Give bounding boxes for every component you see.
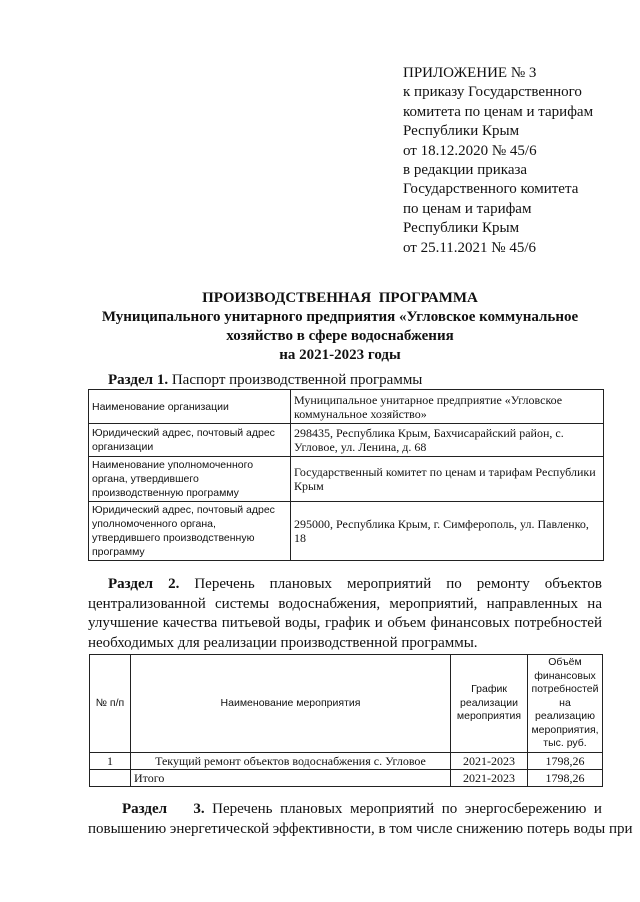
cell-amount: 1798,26: [528, 752, 603, 769]
appendix-line: по ценам и тарифам: [403, 200, 532, 217]
section1-heading: [108, 371, 422, 390]
table-header-row: [90, 655, 603, 753]
appendix-header: [403, 64, 633, 258]
table-cell: Наименование организации: [89, 390, 291, 424]
appendix-line: к приказу Государственного: [403, 84, 582, 101]
appendix-line: Государственного комитета: [403, 181, 579, 198]
table-cell: 295000, Республика Крым, г. Симферополь, ул. Павленко, 18: [291, 502, 604, 561]
section3-word: и: [593, 801, 602, 817]
total-label: Итого: [131, 769, 451, 786]
section3-label: Раздел: [122, 801, 168, 817]
header-schedule: График реализации мероприятия: [451, 655, 528, 753]
cell-name: Текущий ремонт объектов водоснабжения с. Угловое: [131, 752, 451, 769]
measures-table: [89, 654, 603, 787]
cell-num: 1: [90, 752, 131, 769]
table-cell: Муниципальное унитарное предприятие «Угловское коммунальное хозяйство»: [291, 390, 604, 424]
table-cell: Наименование уполномоченного органа, утвердившего производственную программу: [89, 457, 291, 502]
section3-word: мероприятий: [350, 801, 435, 817]
section3-word: Перечень: [212, 801, 273, 817]
appendix-line: в редакции приказа: [403, 162, 528, 179]
total-amount: 1798,26: [528, 769, 603, 786]
table-cell: 298435, Республика Крым, Бахчисарайский район, с. Угловое, ул. Ленина, д. 68: [291, 424, 604, 457]
table-row: [89, 390, 604, 424]
appendix-line: Республики Крым: [403, 220, 520, 237]
section3-paragraph: [88, 799, 633, 839]
document-title: [40, 289, 640, 365]
title-line: Муниципального унитарного предприятия «Угловское коммунальное: [101, 309, 579, 325]
cell-empty: [90, 769, 131, 786]
section3-line2: повышению энергетической эффективности, в том числе снижению потерь воды при: [88, 821, 633, 837]
header-num: № п/п: [90, 655, 131, 753]
appendix-line: комитета по ценам и тарифам: [403, 103, 594, 120]
table-cell: Юридический адрес, почтовый адрес уполномоченного органа, утвердившего производственную программу: [89, 502, 291, 561]
title-line: ПРОИЗВОДСТВЕННАЯ ПРОГРАММА: [202, 290, 478, 306]
cell-schedule: 2021-2023: [451, 752, 528, 769]
appendix-line: Республики Крым: [403, 123, 520, 140]
section3-num: 3.: [193, 801, 205, 817]
table-row: [89, 502, 604, 561]
title-line: хозяйство в сфере водоснабжения: [226, 328, 454, 344]
table-cell: Юридический адрес, почтовый адрес организации: [89, 424, 291, 457]
table-row: [89, 457, 604, 502]
section3-word: плановых: [280, 801, 343, 817]
table-row: [90, 752, 603, 769]
title-line: на 2021-2023 годы: [279, 347, 401, 363]
appendix-line: от 25.11.2021 № 45/6: [403, 239, 537, 256]
section1-label: Раздел 1.: [108, 372, 169, 388]
table-cell: Государственный комитет по ценам и тарифам Республики Крым: [291, 457, 604, 502]
table-total-row: [90, 769, 603, 786]
section2-paragraph: [88, 575, 602, 653]
table-row: [89, 424, 604, 457]
section1-text: Паспорт производственной программы: [168, 372, 423, 388]
header-name: Наименование мероприятия: [131, 655, 451, 753]
header-amount: Объём финансовых потребностей на реализацию мероприятия, тыс. руб.: [528, 655, 603, 753]
total-schedule: 2021-2023: [451, 769, 528, 786]
section3-word: энергосбережению: [464, 801, 587, 817]
appendix-line: ПРИЛОЖЕНИЕ № 3: [403, 65, 537, 81]
section3-word: по: [441, 801, 458, 817]
section2-text: Перечень плановых мероприятий по ремонту объектов централизованной системы водоснабжения, мероприятий, направленных на улучшение качества питьевой воды, график и объем финансовых потребностей необходимых для реализации производственной программы.: [88, 576, 602, 651]
passport-table: [88, 389, 604, 561]
appendix-line: от 18.12.2020 № 45/6: [403, 142, 537, 159]
section2-label: Раздел 2.: [108, 576, 180, 592]
